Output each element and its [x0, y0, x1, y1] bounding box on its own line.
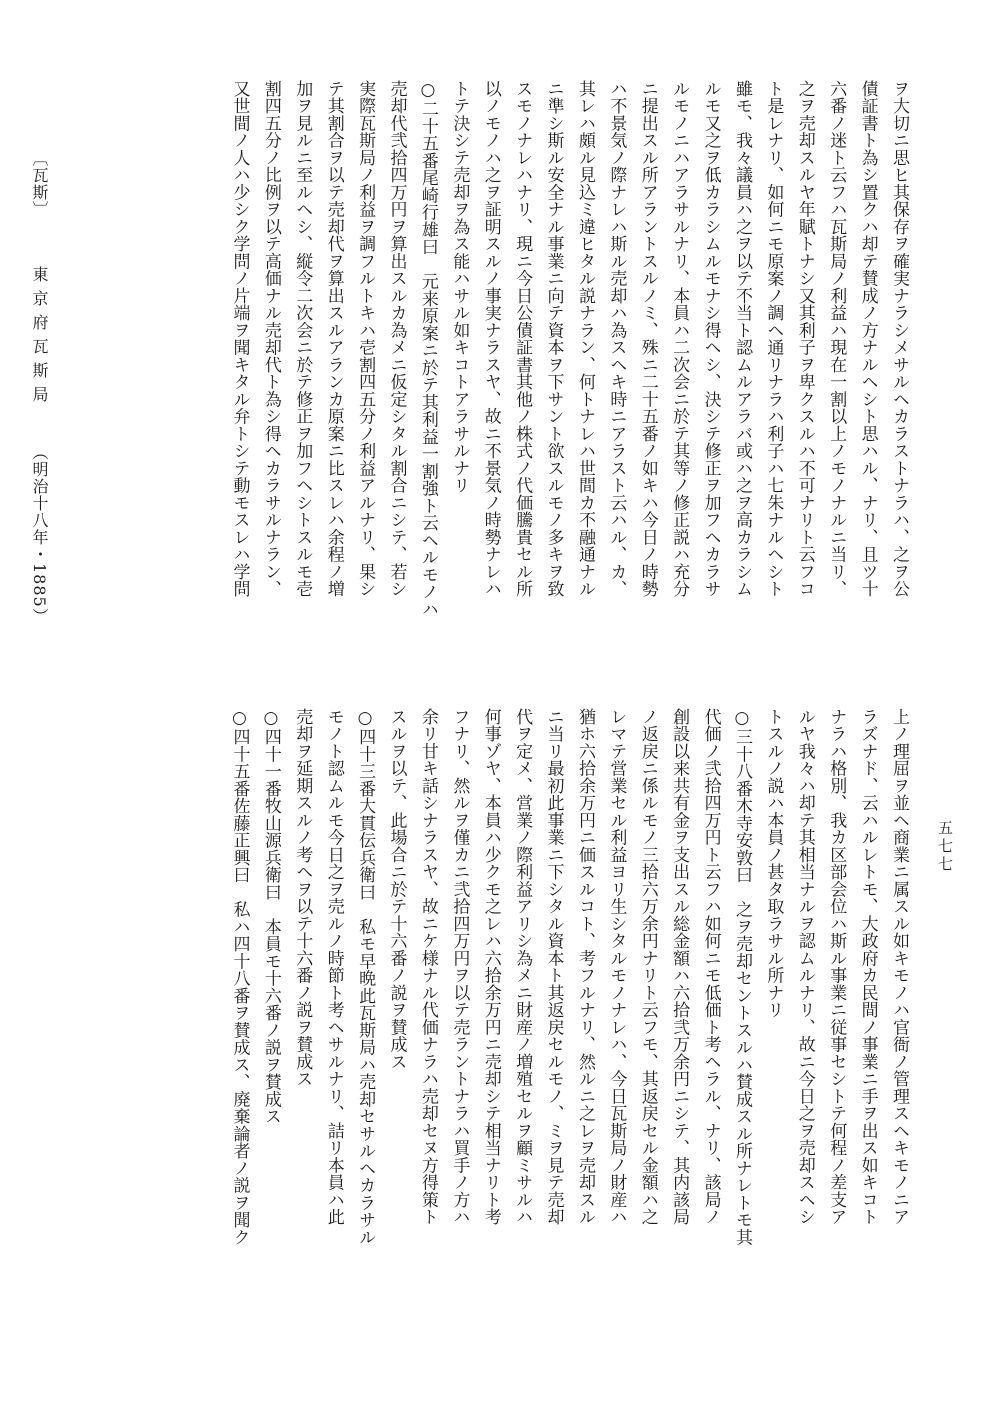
text-line: 代価ノ弐拾四万円ト云フハ如何ニモ低価ト考ヘラル、ナリ、該局ノ	[700, 708, 721, 1226]
running-head-organization: 東京府瓦斯局	[30, 266, 49, 411]
text-line: ノ返戻ニ係ルモノ三拾六万余円ナリト云フモ、其返戻セル金額ハ之	[637, 708, 658, 1226]
text-line: トスルノ説ハ本員ノ甚タ取ラサル所ナリ	[763, 708, 784, 1019]
text-line: 割四五分ノ比例ヲ以テ高価ナル売却代ト為シ得ヘカラサルナラン、	[260, 80, 281, 598]
text-line: スルヲ以テ、此場合ニ於テ十六番ノ説ヲ賛成ス	[386, 708, 407, 1071]
text-line: スモノナレハナリ、現ニ今日公債証書其他ノ株式ノ代価騰貴セル所	[512, 80, 533, 598]
page-number: 五七七	[936, 820, 954, 874]
text-line: 上ノ理屈ヲ並ヘ商業ニ属スル如キモノハ官衙ノ管理スヘキモノニア	[889, 708, 909, 1226]
text-line: 売却ヲ延期スルノ考ヘヲ以テ十六番ノ説ヲ賛成ス	[292, 708, 313, 1088]
text-line: ヲ大切ニ思ヒ其保存ヲ確実ナラシメサルヘカラストナラハ、之ヲ公	[889, 80, 909, 598]
text-line: ニ提出スル所アラントスルノミ、殊ニ二十五番ノ如キハ今日ノ時勢	[637, 80, 658, 598]
text-line: ○四十一番牧山源兵衛曰 本員モ十六番ノ説ヲ賛成ス	[260, 708, 281, 1125]
text-line: 創設以来共有金ヲ支出スル総金額ハ六拾弐万余円ニシテ、其内該局	[669, 708, 690, 1226]
text-line: ニ当リ最初此事業ニ下シタル資本ト其返戻セルモノ、ミヲ見テ売却	[543, 708, 564, 1226]
text-line: レマテ営業セル利益ヨリ生シタルモノナレハ、今日瓦斯局ノ財産ハ	[606, 708, 627, 1226]
text-line: 何事ゾヤ、本員ハ少クモ之レハ六拾余万円ニ売却シテ相当ナリト考	[480, 708, 501, 1226]
text-line: 余リ甘キ話シナラスヤ、故ニケ様ナル代価ナラハ売却セヌ方得策ト	[417, 708, 438, 1226]
text-line: 六番ノ迷ト云フハ瓦斯局ノ利益ハ現在一割以上ノモノナルニ当リ、	[826, 80, 847, 598]
text-line: ト是レナリ、如何ニモ原案ノ調ヘ通リナラハ利子ハ七朱ナルヘシト	[763, 80, 784, 598]
text-line: 雖モ、我々議員ハ之ヲ以テ不当ト認ムルアラバ或ハ之ヲ高カラシム	[731, 80, 752, 598]
running-head-date: （明治十八年・1885）	[30, 444, 49, 625]
text-line: ラズナド、云ハルレトモ、大政府カ民間ノ事業ニ手ヲ出ス如キコト	[857, 708, 878, 1226]
running-head	[28, 150, 51, 1300]
text-line: 之ヲ売却スルヤ年賦トナシ又其利子ヲ卑クスルハ不可ナリト云フコ	[794, 80, 815, 598]
text-line: ニ準シ斯ル安全ナル事業ニ向テ資本ヲ下サント欲スルモノ多キヲ致	[543, 80, 564, 598]
text-line: ナラハ格別、我カ区部会位ハ斯ル事業ニ従事セシトテ何程ノ差支ア	[826, 708, 847, 1226]
text-line: ○三十八番木寺安敦曰 之ヲ売却セントスルハ賛成スル所ナレトモ其	[731, 708, 752, 1246]
text-line: ○四十三番大貫伝兵衛曰 私モ早晩此瓦斯局ハ売却セサルヘカラサル	[355, 708, 376, 1246]
upper-text-block	[94, 80, 914, 665]
text-line: 猶ホ六拾余万円ニ価スルコト、考フルナリ、然ルニ之レヲ売却スル	[574, 708, 595, 1226]
text-line: ルヤ我々ハ却テ其相当ナルヲ認ムルナリ、故ニ今日之ヲ売却スヘシ	[794, 708, 815, 1226]
text-line: ○二十五番尾崎行雄曰 元来原案ニ於テ其利益一割強ト云ヘルモノハ	[417, 80, 438, 618]
text-line: ○四十五番佐藤正興曰 私ハ四十八番ヲ賛成ス、廃棄論者ノ説ヲ聞ク	[229, 708, 250, 1246]
text-line: トテ決シテ売却ヲ為ス能ハサル如キコトアラサルナリ	[449, 80, 470, 494]
text-line: 売却代弐拾四万円ヲ算出スルカ為メニ仮定シタル割合ニシテ、若シ	[386, 80, 407, 598]
text-line: 加ヲ見ルニ至ルヘシ、縦令二次会ニ於テ修正ヲ加フヘシトスルモ壱	[292, 80, 313, 598]
text-line: 債証書ト為シ置クハ却テ賛成ノ方ナルヘシト思ハル、ナリ、且ツ十	[857, 80, 878, 598]
text-line: フナリ、然ルヲ僅カニ弐拾四万円ヲ以テ売ラントナラハ買手ノ方ハ	[449, 708, 470, 1226]
text-line: 其レハ頗ル見込ミ違ヒタル説ナラン、何トナレハ世間カ不融通ナル	[574, 80, 595, 598]
text-line: 又世間ノ人ハ少シク学問ノ片端ヲ聞キタル弁トシテ動モスレハ学問	[229, 80, 250, 598]
running-head-source: 〔瓦斯〕	[30, 150, 49, 218]
text-line: 実際瓦斯局ノ利益ヲ調フルトキハ壱割四五分ノ利益アルナリ、果シ	[355, 80, 376, 598]
text-line: ルモ又之ヲ低カラシムルモナシ得ヘシ、決シテ修正ヲ加フヘカラサ	[700, 80, 721, 598]
lower-text-block	[94, 708, 914, 1278]
text-line: 代ヲ定メ、営業ノ際利益アリシ為メニ財産ノ増殖セルヲ顧ミサルハ	[512, 708, 533, 1226]
text-line: テ其割合ヲ以テ売却代ヲ算出スルアランカ原案ニ比スレハ余程ノ増	[323, 80, 344, 598]
text-line: ハ不景気ノ際ナレハ斯ル売却ハ為スヘキ時ニアラスト云ハル、カ、	[606, 80, 627, 598]
text-line: 以ノモノハ之ヲ証明スルノ事実ナラスヤ、故ニ不景気ノ時勢ナレハ	[480, 80, 501, 598]
text-line: モノト認ムルモ今日之ヲ売ルノ時節ト考ヘサルナリ、詰リ本員ハ此	[323, 708, 344, 1226]
text-line: ルモノニハアラサルナリ、本員ハ二次会ニ於テ其等ノ修正説ハ充分	[669, 80, 690, 598]
